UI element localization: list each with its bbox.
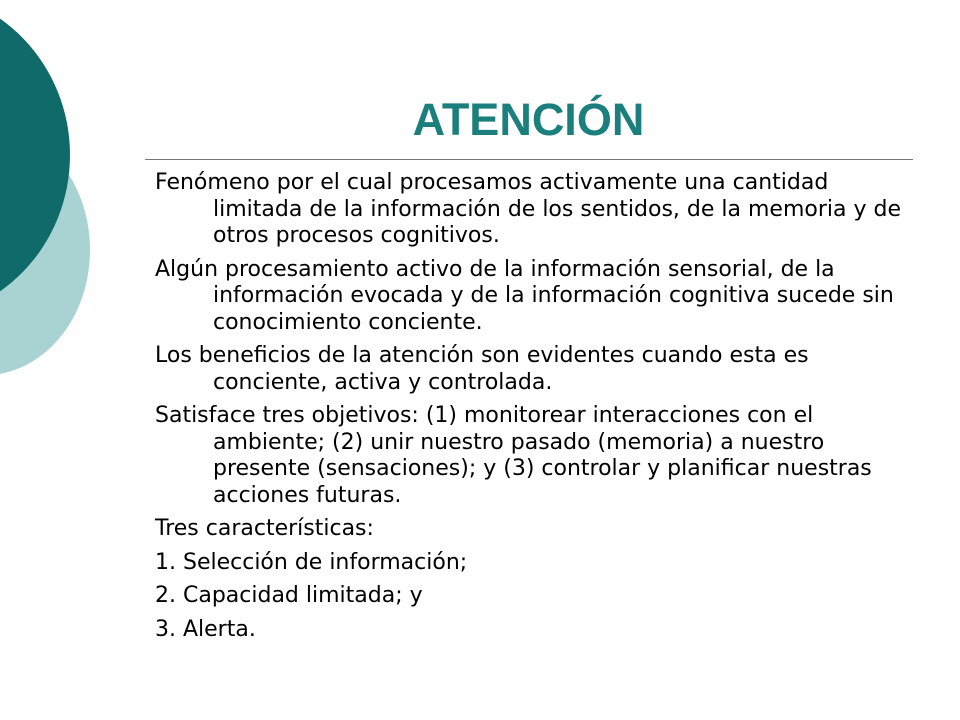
list-item-alert: 3. Alerta.: [155, 616, 256, 642]
paragraph-characteristics-heading: Tres características:: [155, 516, 374, 541]
slide-title: ATENCIÓN: [412, 94, 645, 145]
paragraph-unconscious-processing: Algún procesamiento activo de la información sensorial, de la información evocada y de la información cognitiva sucede sin conocimiento conciente.: [155, 256, 894, 335]
title-divider: [145, 159, 913, 160]
list-item-selection: 1. Selección de información;: [155, 549, 468, 575]
slide-content: [155, 170, 915, 650]
list-item-limited-capacity: 2. Capacidad limitada; y: [155, 583, 423, 608]
paragraph-objectives: Satisface tres objetivos: (1) monitorear interacciones con el ambiente; (2) unir nuestro pasado (memoria) a nuestro presente (sensaciones); y (3) controlar y planificar nuestras acciones futuras.: [155, 403, 872, 508]
paragraph-definition: Fenómeno por el cual procesamos activamente una cantidad limitada de la información de los sentidos, de la memoria y de otros procesos cognitivos.: [155, 170, 901, 248]
paragraph-benefits: Los beneficios de la atención son evidentes cuando esta es conciente, activa y controlada.: [155, 343, 809, 395]
